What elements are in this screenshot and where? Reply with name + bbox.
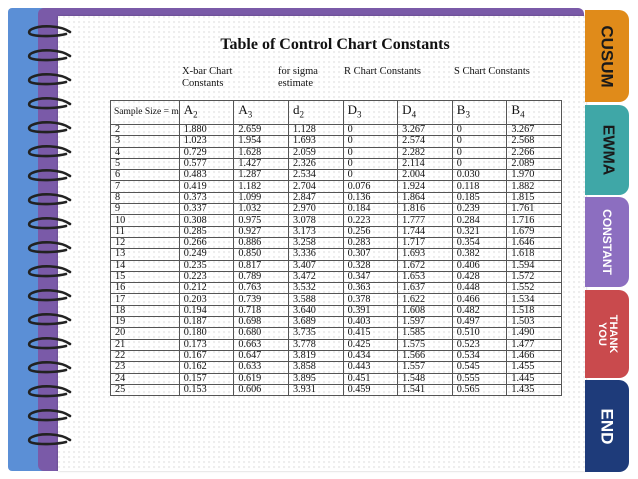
spiral-binding-ring-icon (26, 192, 78, 208)
table-cell: 1.646 (507, 237, 562, 248)
table-cell: 3.267 (398, 125, 453, 136)
table-cell: 1.455 (507, 362, 562, 373)
table-cell: 0.337 (179, 204, 234, 215)
table-row (111, 339, 562, 350)
table-cell: 1.597 (398, 317, 453, 328)
table-cell: 25 (111, 384, 180, 395)
table-cell: 0.434 (343, 350, 398, 361)
table-cell: 3.336 (288, 249, 343, 260)
table-row (111, 192, 562, 203)
table-cell: 1.679 (507, 226, 562, 237)
table-header-cell: $B_4$ (507, 101, 562, 125)
table-cell: 0.565 (452, 384, 507, 395)
table-cell: 0 (343, 125, 398, 136)
column-group-r: R Chart Constants (344, 66, 422, 77)
table-cell: 0.382 (452, 249, 507, 260)
spiral-binding-ring-icon (26, 72, 78, 88)
table-cell: 1.717 (398, 237, 453, 248)
table-cell: 0.157 (179, 373, 234, 384)
table-cell: 1.618 (507, 249, 562, 260)
table-cell: 0.136 (343, 192, 398, 203)
table-cell: 0.789 (234, 271, 289, 282)
table-cell: 3.640 (288, 305, 343, 316)
table-row (111, 271, 562, 282)
table-cell: 0.577 (179, 158, 234, 169)
table-cell: 1.761 (507, 204, 562, 215)
table-cell: 2 (111, 125, 180, 136)
table-cell: 0.030 (452, 170, 507, 181)
tab-constant-label: CONSTANT (600, 209, 614, 275)
table-cell: 1.427 (234, 158, 289, 169)
table-cell: 0.886 (234, 237, 289, 248)
table-cell: 0.459 (343, 384, 398, 395)
table-cell: 0.203 (179, 294, 234, 305)
tab-thank-you[interactable] (585, 290, 629, 378)
table-cell: 0.555 (452, 373, 507, 384)
table-cell: 2.282 (398, 147, 453, 158)
table-cell: 1.557 (398, 362, 453, 373)
table-cell: 18 (111, 305, 180, 316)
column-group-sigma: for sigma estimate (278, 66, 318, 89)
table-cell: 0.466 (452, 294, 507, 305)
table-cell: 2.089 (507, 158, 562, 169)
tab-cusum-label: CUSUM (597, 24, 617, 88)
table-row (111, 305, 562, 316)
table-cell: 0.185 (452, 192, 507, 203)
table-cell: 1.716 (507, 215, 562, 226)
table-cell: 0.443 (343, 362, 398, 373)
table-cell: 1.653 (398, 271, 453, 282)
table-cell: 1.816 (398, 204, 453, 215)
table-cell: 0.235 (179, 260, 234, 271)
table-cell: 0.167 (179, 350, 234, 361)
table-cell: 0.523 (452, 339, 507, 350)
table-row (111, 328, 562, 339)
spiral-binding-ring-icon (26, 312, 78, 328)
table-row (111, 204, 562, 215)
spiral-binding-ring-icon (26, 288, 78, 304)
table-cell: 10 (111, 215, 180, 226)
table-row (111, 294, 562, 305)
table-cell: 0.428 (452, 271, 507, 282)
spiral-binding-ring-icon (26, 168, 78, 184)
table-cell: 8 (111, 192, 180, 203)
slide-title: Table of Control Chart Constants (220, 36, 450, 53)
tab-end-label: END (597, 408, 617, 444)
spiral-binding-ring-icon (26, 336, 78, 352)
table-cell: 1.128 (288, 125, 343, 136)
table-cell: 3.407 (288, 260, 343, 271)
spiral-binding (0, 24, 90, 454)
table-cell: 0.927 (234, 226, 289, 237)
table-cell: 0.663 (234, 339, 289, 350)
table-cell: 1.693 (288, 136, 343, 147)
table-cell: 3.858 (288, 362, 343, 373)
table-row (111, 158, 562, 169)
table-row (111, 317, 562, 328)
table-cell: 0.378 (343, 294, 398, 305)
table-cell: 5 (111, 158, 180, 169)
control-chart-constants-table (110, 100, 562, 396)
table-cell: 0.698 (234, 317, 289, 328)
table-cell: 1.023 (179, 136, 234, 147)
table-cell: 2.326 (288, 158, 343, 169)
table-cell: 3.267 (507, 125, 562, 136)
table-cell: 0.739 (234, 294, 289, 305)
spiral-binding-ring-icon (26, 432, 78, 448)
table-cell: 1.693 (398, 249, 453, 260)
table-cell: 14 (111, 260, 180, 271)
table-cell: 21 (111, 339, 180, 350)
table-cell: 11 (111, 226, 180, 237)
table-cell: 0 (343, 136, 398, 147)
table-cell: 0.403 (343, 317, 398, 328)
table-cell: 1.182 (234, 181, 289, 192)
table-cell: 0.817 (234, 260, 289, 271)
table-cell: 0.497 (452, 317, 507, 328)
table-cell: 0.249 (179, 249, 234, 260)
table-cell: 1.970 (507, 170, 562, 181)
table-cell: 1.924 (398, 181, 453, 192)
table-cell: 1.628 (234, 147, 289, 158)
spiral-binding-ring-icon (26, 120, 78, 136)
table-cell: 0.415 (343, 328, 398, 339)
table-cell: 1.608 (398, 305, 453, 316)
table-cell: 2.059 (288, 147, 343, 158)
slide-content (96, 22, 574, 462)
table-cell: 0.256 (343, 226, 398, 237)
table-cell: 0 (452, 136, 507, 147)
table-cell: 2.574 (398, 136, 453, 147)
table-cell: 0 (452, 147, 507, 158)
table-cell: 1.503 (507, 317, 562, 328)
table-cell: 0.763 (234, 283, 289, 294)
table-cell: 0.425 (343, 339, 398, 350)
column-group-xbar: X-bar Chart Constants (182, 66, 233, 89)
spiral-binding-ring-icon (26, 96, 78, 112)
table-cell: 0.391 (343, 305, 398, 316)
tab-end[interactable] (585, 380, 629, 472)
table-cell: 1.744 (398, 226, 453, 237)
table-cell: 0.718 (234, 305, 289, 316)
table-cell: 1.541 (398, 384, 453, 395)
table-cell: 3.735 (288, 328, 343, 339)
table-cell: 0.483 (179, 170, 234, 181)
spiral-binding-ring-icon (26, 144, 78, 160)
table-cell: 1.534 (507, 294, 562, 305)
table-cell: 1.777 (398, 215, 453, 226)
table-cell: 3.689 (288, 317, 343, 328)
table-cell: 0.347 (343, 271, 398, 282)
table-cell: 4 (111, 147, 180, 158)
table-cell: 1.594 (507, 260, 562, 271)
table-cell: 1.552 (507, 283, 562, 294)
table-cell: 0.307 (343, 249, 398, 260)
table-cell: 24 (111, 373, 180, 384)
table-row (111, 125, 562, 136)
table-cell: 0.184 (343, 204, 398, 215)
table-cell: 1.954 (234, 136, 289, 147)
table-cell: 16 (111, 283, 180, 294)
table-cell: 0.510 (452, 328, 507, 339)
table-row (111, 384, 562, 395)
table-cell: 2.534 (288, 170, 343, 181)
table-cell: 0.354 (452, 237, 507, 248)
table-cell: 0.633 (234, 362, 289, 373)
table-cell: 1.575 (398, 339, 453, 350)
table-cell: 0.283 (343, 237, 398, 248)
table-cell: 3.472 (288, 271, 343, 282)
table-cell: 1.548 (398, 373, 453, 384)
table-header-cell: $A_3$ (234, 101, 289, 125)
table-cell: 0.212 (179, 283, 234, 294)
table-cell: 3.778 (288, 339, 343, 350)
table-header-cell: $d_2$ (288, 101, 343, 125)
table-cell: 0.162 (179, 362, 234, 373)
table-row (111, 362, 562, 373)
table-cell: 0.194 (179, 305, 234, 316)
table-cell: 20 (111, 328, 180, 339)
table-cell: 1.864 (398, 192, 453, 203)
spiral-binding-ring-icon (26, 24, 78, 40)
tab-constant[interactable] (585, 197, 629, 287)
table-cell: 3.173 (288, 226, 343, 237)
table-row (111, 260, 562, 271)
table-cell: 1.490 (507, 328, 562, 339)
table-cell: 3.819 (288, 350, 343, 361)
table-cell: 0.619 (234, 373, 289, 384)
table-cell: 0.285 (179, 226, 234, 237)
table-cell: 0.451 (343, 373, 398, 384)
column-group-s: S Chart Constants (454, 66, 530, 77)
table-cell: 0.328 (343, 260, 398, 271)
spiral-binding-ring-icon (26, 240, 78, 256)
table-cell: 3.258 (288, 237, 343, 248)
table-cell: 3.931 (288, 384, 343, 395)
table-cell: 0.482 (452, 305, 507, 316)
table-row (111, 170, 562, 181)
table-cell: 1.882 (507, 181, 562, 192)
table-row (111, 283, 562, 294)
table-cell: 0.076 (343, 181, 398, 192)
table-cell: 0.545 (452, 362, 507, 373)
table-cell: 0.606 (234, 384, 289, 395)
table-cell: 0.223 (343, 215, 398, 226)
table-row (111, 136, 562, 147)
table-header-cell: Sample Size = m (111, 101, 180, 125)
table-cell: 0 (343, 158, 398, 169)
table-cell: 0 (343, 170, 398, 181)
table-row (111, 249, 562, 260)
table-cell: 1.622 (398, 294, 453, 305)
tab-cusum[interactable] (585, 10, 629, 102)
table-row (111, 350, 562, 361)
table-cell: 2.568 (507, 136, 562, 147)
table-cell: 0.308 (179, 215, 234, 226)
table-cell: 1.572 (507, 271, 562, 282)
table-cell: 1.518 (507, 305, 562, 316)
table-header-cell: $D_3$ (343, 101, 398, 125)
table-cell: 7 (111, 181, 180, 192)
table-header-cell: $A_2$ (179, 101, 234, 125)
table-cell: 0.187 (179, 317, 234, 328)
table-cell: 3.532 (288, 283, 343, 294)
table-cell: 1.566 (398, 350, 453, 361)
spiral-binding-ring-icon (26, 48, 78, 64)
table-cell: 1.880 (179, 125, 234, 136)
spiral-binding-ring-icon (26, 216, 78, 232)
tab-thank-you-label: THANK YOU (596, 314, 619, 354)
table-cell: 0.647 (234, 350, 289, 361)
table-cell: 2.266 (507, 147, 562, 158)
table-cell: 0.173 (179, 339, 234, 350)
table-cell: 0.363 (343, 283, 398, 294)
table-cell: 0.153 (179, 384, 234, 395)
spiral-binding-ring-icon (26, 384, 78, 400)
table-cell: 1.585 (398, 328, 453, 339)
table-row (111, 215, 562, 226)
table-cell: 1.445 (507, 373, 562, 384)
table-cell: 0.118 (452, 181, 507, 192)
table-cell: 1.032 (234, 204, 289, 215)
spiral-binding-ring-icon (26, 360, 78, 376)
table-row (111, 181, 562, 192)
table-cell: 2.847 (288, 192, 343, 203)
table-cell: 0 (343, 147, 398, 158)
table-cell: 0.850 (234, 249, 289, 260)
table-header-cell: $D_4$ (398, 101, 453, 125)
table-cell: 17 (111, 294, 180, 305)
table-cell: 0.419 (179, 181, 234, 192)
table-cell: 2.004 (398, 170, 453, 181)
table-cell: 15 (111, 271, 180, 282)
table-cell: 0.373 (179, 192, 234, 203)
table-cell: 1.466 (507, 350, 562, 361)
table-cell: 0 (452, 158, 507, 169)
table-row (111, 147, 562, 158)
tab-ewma[interactable] (585, 105, 629, 195)
table-cell: 0.284 (452, 215, 507, 226)
table-cell: 2.704 (288, 181, 343, 192)
table-body (111, 125, 562, 396)
tab-ewma-label: EWMA (599, 124, 616, 176)
table-cell: 0.239 (452, 204, 507, 215)
table-cell: 23 (111, 362, 180, 373)
table-cell: 1.637 (398, 283, 453, 294)
table-row (111, 226, 562, 237)
table-header-cell: $B_3$ (452, 101, 507, 125)
table-row (111, 237, 562, 248)
table-cell: 0.180 (179, 328, 234, 339)
table-cell: 19 (111, 317, 180, 328)
table-cell: 2.659 (234, 125, 289, 136)
table-cell: 0 (452, 125, 507, 136)
table-cell: 6 (111, 170, 180, 181)
table-cell: 0.448 (452, 283, 507, 294)
table-cell: 0.266 (179, 237, 234, 248)
table-cell: 22 (111, 350, 180, 361)
table-header-row (111, 101, 562, 125)
table-cell: 0.406 (452, 260, 507, 271)
table-cell: 0.321 (452, 226, 507, 237)
table-cell: 2.114 (398, 158, 453, 169)
table-cell: 0.680 (234, 328, 289, 339)
table-cell: 2.970 (288, 204, 343, 215)
table-cell: 1.435 (507, 384, 562, 395)
table-cell: 1.099 (234, 192, 289, 203)
table-cell: 3.078 (288, 215, 343, 226)
table-cell: 1.815 (507, 192, 562, 203)
table-cell: 1.477 (507, 339, 562, 350)
table-cell: 0.729 (179, 147, 234, 158)
table-cell: 0.534 (452, 350, 507, 361)
table-cell: 12 (111, 237, 180, 248)
table-cell: 3.588 (288, 294, 343, 305)
table-cell: 0.975 (234, 215, 289, 226)
table-row (111, 373, 562, 384)
table-cell: 0.223 (179, 271, 234, 282)
table-cell: 9 (111, 204, 180, 215)
spiral-binding-ring-icon (26, 264, 78, 280)
table-cell: 1.287 (234, 170, 289, 181)
table-cell: 1.672 (398, 260, 453, 271)
spiral-binding-ring-icon (26, 408, 78, 424)
table-cell: 13 (111, 249, 180, 260)
table-cell: 3 (111, 136, 180, 147)
table-cell: 3.895 (288, 373, 343, 384)
